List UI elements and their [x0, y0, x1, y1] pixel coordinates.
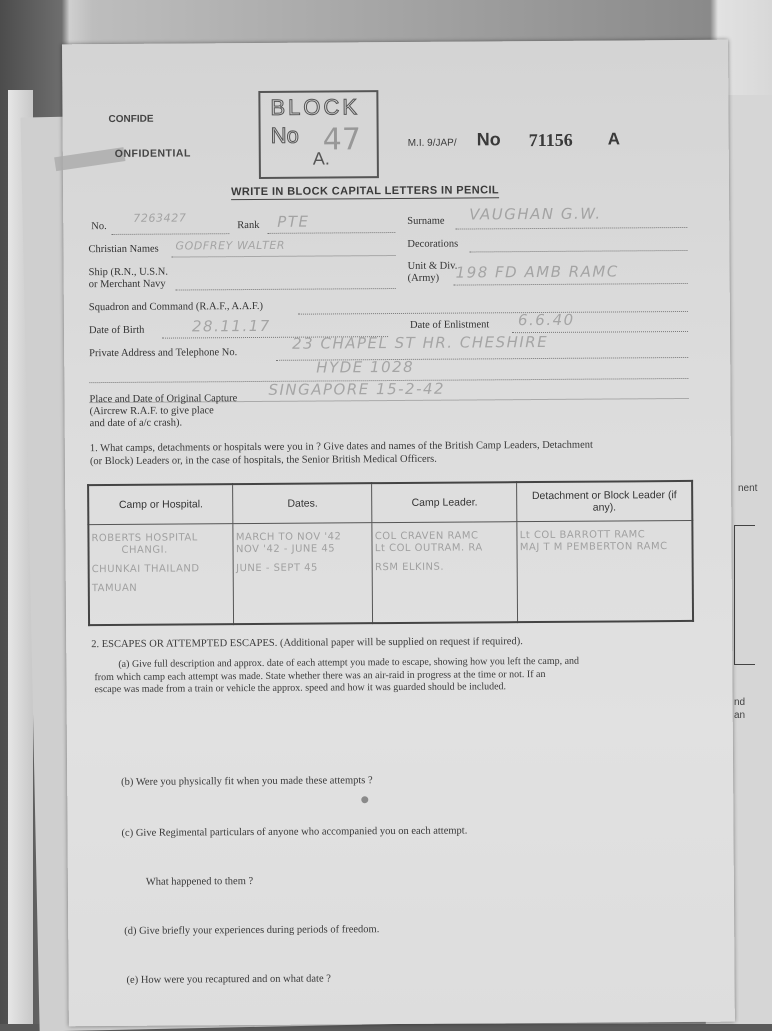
dates-entry-3: NOV '42 - JUNE 45 [235, 543, 336, 556]
col-camp [88, 524, 234, 626]
section2-question-a [94, 656, 579, 697]
section2-a-line1: (a) Give full description and approx. date of each attempt you made to escape, showing how you left the camp, and [118, 655, 580, 670]
leader-entry-1: COL CRAVEN RAMC [374, 530, 479, 543]
camp-entry-1: ROBERTS HOSPITAL [91, 532, 198, 545]
serial-suffix: A [607, 129, 621, 149]
dates-entry-4: JUNE - SEPT 45 [236, 562, 318, 575]
ship-label-line2: or Merchant Navy [88, 278, 166, 291]
decorations-label: Decorations [407, 238, 459, 250]
ship-label-line1: Ship (R.N., U.S.N. [88, 266, 168, 279]
ship-line [176, 288, 396, 291]
unit-label [408, 261, 458, 285]
behind-text-3: an [734, 710, 746, 721]
christian-names-label: Christian Names [88, 243, 159, 256]
capture-label-line1: Place and Date of Original Capture [89, 393, 238, 406]
camps-table [87, 480, 694, 626]
section1-question-line2: (or Block) Leaders or, in the case of hospitals, the Senior British Medical Officers. [89, 453, 437, 468]
detachment-entry-3: MAJ T M PEMBERTON RAMC [519, 541, 668, 554]
section2-question-b: (b) Were you physically fit when you made these attempts ? [121, 775, 373, 788]
confidential-stamp-1: CONFIDE [108, 113, 154, 126]
behind-text-1: nent [738, 483, 758, 494]
rank-value: PTE [277, 212, 310, 231]
surname-label: Surname [407, 215, 445, 227]
header-dates: Dates. [233, 483, 372, 523]
capture-label-line2: (Aircrew R.A.F. to give place [89, 405, 214, 418]
block-stamp-line2: No [270, 122, 299, 148]
section1-question [90, 439, 593, 469]
squadron-line [298, 311, 688, 315]
number-symbol: No [476, 129, 501, 150]
mi-reference: M.I. 9/JAP/ [407, 137, 457, 149]
no-label: No. [91, 221, 107, 233]
col-camp-leader [372, 522, 518, 624]
surname-line [455, 227, 687, 230]
enlistment-value: 6.6.40 [517, 310, 575, 330]
camp-entry-4: TAMUAN [91, 582, 138, 595]
unit-line [454, 283, 688, 286]
section2-question-d: (d) Give briefly your experiences during periods of freedom. [124, 924, 380, 937]
squadron-label: Squadron and Command (R.A.F., A.A.F.) [88, 300, 264, 314]
block-stamp [258, 90, 379, 179]
pencil-instruction: WRITE IN BLOCK CAPITAL LETTERS IN PENCIL [231, 184, 500, 199]
section2-question-c: (c) Give Regimental particulars of anyone who accompanied you on each attempt. [121, 825, 468, 839]
address-label: Private Address and Telephone No. [89, 347, 238, 360]
enlistment-label: Date of Enlistment [409, 319, 490, 331]
leader-entry-4: RSM ELKINS. [374, 561, 445, 574]
detachment-entry-1: Lt COL BARROTT RAMC [519, 529, 646, 542]
dob-label: Date of Birth [88, 324, 145, 337]
address-value-1: 23 CHAPEL ST HR. CHESHIRE [292, 332, 549, 353]
capture-value: SINGAPORE 15-2-42 [268, 379, 446, 399]
section2-question-e: (e) How were you recaptured and on what date ? [126, 973, 331, 986]
section2-a-line3: escape was made from a train or vehicle the approx. speed and how it was guarded should be included. [94, 681, 507, 696]
header-camp-leader: Camp Leader. [372, 482, 517, 523]
camps-table-body [88, 520, 693, 625]
rank-label: Rank [237, 219, 260, 232]
behind-text-2: nd [734, 697, 746, 708]
christian-names-value: GODFREY WALTER [175, 238, 286, 253]
camp-entry-3: CHUNKAI THAILAND [91, 563, 200, 576]
dob-value: 28.11.17 [191, 316, 271, 336]
unit-label-line2: (Army) [407, 272, 440, 284]
address-value-2: HYDE 1028 [316, 357, 415, 377]
block-stamp-line1: BLOCK [270, 94, 361, 120]
block-stamp-number: 47 [322, 122, 361, 158]
capture-label-line3: and date of a/c crash). [89, 417, 183, 430]
ship-label [89, 267, 169, 292]
leader-entry-3: Lt COL OUTRAM. RA [374, 542, 483, 555]
camps-table-header [88, 481, 692, 525]
header-detachment-leader: Detachment or Block Leader (if any). [517, 481, 692, 522]
decorations-line [469, 250, 687, 253]
surname-value: VAUGHAN G.W. [469, 204, 602, 224]
behind-box [734, 525, 755, 665]
serial-number: 71156 [528, 129, 573, 151]
dates-entry-1: MARCH TO NOV '42 [235, 531, 342, 544]
ink-smudge [361, 796, 368, 803]
block-stamp-letter: A. [312, 148, 330, 169]
col-detachment-leader [517, 520, 693, 622]
col-dates [233, 523, 373, 624]
confidential-stamp-2: ONFIDENTIAL [114, 147, 191, 160]
section2-a-line2: from which camp each attempt was made. State whether there was an air-raid in progress at the time or not. If an [94, 668, 546, 683]
form-sheet [62, 40, 735, 1027]
section1-question-line1: 1. What camps, detachments or hospitals were you in ? Give dates and names of the British Camp Leaders, Detachment [89, 439, 593, 455]
header-camp: Camp or Hospital. [88, 484, 233, 525]
section2-heading: 2. ESCAPES OR ATTEMPTED ESCAPES. (Additional paper will be supplied on request if required). [91, 636, 523, 651]
unit-value: 198 FD AMB RAMC [455, 262, 619, 282]
camp-entry-2: CHANGI. [121, 544, 168, 556]
capture-label [89, 393, 237, 430]
christian-names-line [171, 255, 395, 258]
unit-label-line1: Unit & Div. [407, 260, 458, 272]
section2-question-c-followup: What happened to them ? [145, 876, 254, 888]
rank-line [267, 232, 395, 234]
no-value: 7263427 [133, 211, 187, 225]
no-line [111, 233, 229, 235]
